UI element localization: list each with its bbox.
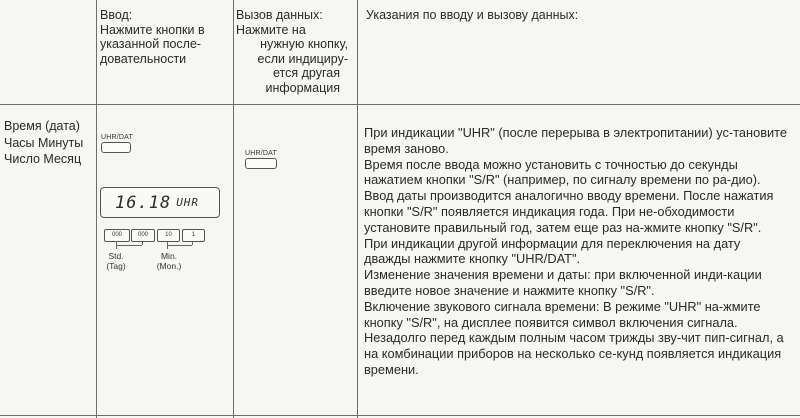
leader-line-left-join xyxy=(116,245,142,246)
header-recall-line: информация xyxy=(265,80,340,95)
display-unit: UHR xyxy=(176,196,200,209)
input-button-shape xyxy=(101,142,131,153)
header-recall-line: Вызов данных: xyxy=(236,8,323,22)
row-label-line: Время (дата) xyxy=(4,119,80,133)
table-vline-3 xyxy=(357,0,358,418)
header-input-line: указанной после- xyxy=(100,37,202,52)
key-hours-1: 000 xyxy=(104,229,130,242)
input-uhr-dat-button xyxy=(101,134,133,153)
display-time: 16.18 xyxy=(115,192,172,213)
input-button-label: UHR/DAT xyxy=(101,134,133,141)
header-recall xyxy=(236,8,354,96)
instruction-paragraph: При индикации "UHR" (после перерыва в электропитании) ус-тановите время заново. xyxy=(364,125,787,156)
recall-button-shape xyxy=(245,158,277,169)
key-minutes-1: 10 xyxy=(157,229,180,242)
key-caption-line: Std. xyxy=(108,251,124,261)
header-recall-line: Нажмите на xyxy=(236,22,306,37)
key-caption-line: (Tag) xyxy=(106,261,126,271)
header-recall-line: нужную кнопку, xyxy=(260,37,348,52)
table-hline-header xyxy=(0,104,800,105)
key-caption-line: Min. xyxy=(160,251,178,261)
instruction-paragraph: Время после ввода можно установить с точностью до секунды нажатием кнопки "S/R" (например, по сигналу времени по ра-дио). xyxy=(364,156,761,188)
header-instructions xyxy=(366,8,786,23)
key-hours-2: 000 xyxy=(131,229,155,242)
key-caption-hours xyxy=(101,251,131,271)
header-input-line: довательности xyxy=(100,51,187,66)
row-label-line: Число Месяц xyxy=(4,152,82,166)
row-label-line: Часы Минуты xyxy=(4,135,84,150)
key-minutes-2: 1 xyxy=(182,229,205,242)
instruction-paragraph: Ввод даты производится аналогично вводу времени. После нажатия кнопки "S/R" появляется индикация года. При не-обходимости установите правильный год, затем еще раз на-жмите кнопку "S/R". xyxy=(364,188,774,235)
lcd-display xyxy=(100,187,220,218)
table-hline-bottom xyxy=(0,415,800,416)
row-label xyxy=(4,118,94,168)
leader-line-right-2 xyxy=(192,241,193,245)
table-vline-2 xyxy=(233,0,234,418)
instructions-text xyxy=(364,125,788,378)
key-caption-line: (Mon.) xyxy=(156,261,182,271)
recall-button-label: UHR/DAT xyxy=(245,150,277,157)
instruction-paragraph: Изменение значения времени и даты: при включенной инди-кации введите новое значение и нажмите кнопку "S/R". xyxy=(364,267,762,298)
instruction-paragraph: Включение звукового сигнала времени: В режиме "UHR" на-жмите кнопку "S/R", на дисплее появится символ включения сигнала. Незадолго перед каждым полным часом трижды зву-чит пип-сигнал, а на комбинации приборов на несколько се-кунд появляется индикация времени. xyxy=(364,298,784,377)
header-recall-line: если индициру- xyxy=(257,51,348,66)
instruction-paragraph: При индикации другой информации для переключения на дату дважды нажмите кнопку "UHR/DAT". xyxy=(364,235,741,267)
header-recall-line: ется другая xyxy=(273,66,340,81)
header-input-line: Нажмите кнопки в xyxy=(100,22,205,37)
recall-uhr-dat-button xyxy=(245,150,277,169)
header-instructions-title: Указания по вводу и вызову данных: xyxy=(366,8,579,22)
header-input-line: Ввод: xyxy=(100,8,133,22)
table-vline-1 xyxy=(96,0,97,418)
key-caption-minutes xyxy=(152,251,186,271)
header-input xyxy=(100,8,230,66)
leader-line-right-join xyxy=(167,245,192,246)
leader-line-left-2 xyxy=(142,241,143,245)
